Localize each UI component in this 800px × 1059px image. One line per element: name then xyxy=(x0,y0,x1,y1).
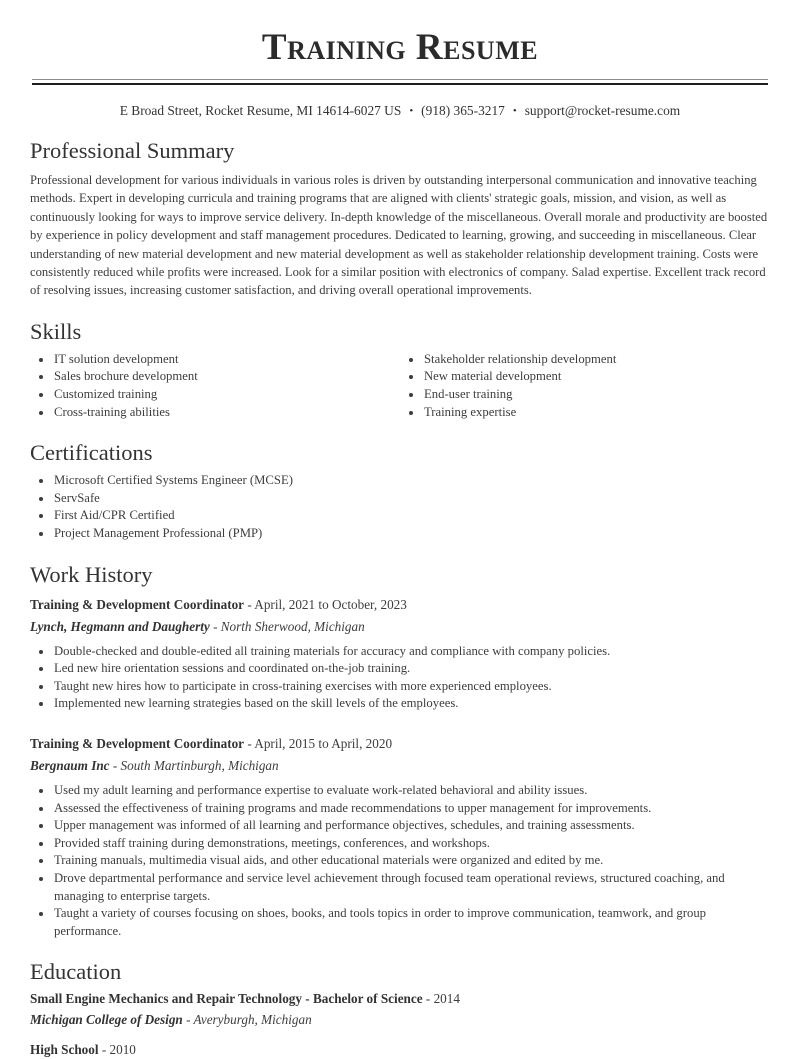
job-duty-item: • Assessed the effectiveness of training programs and made recommendations to upper management for improvements. xyxy=(53,800,770,818)
section-work-history xyxy=(30,562,770,941)
contact-separator-dot: • xyxy=(512,105,517,117)
job-duty-item: • Upper management was informed of all learning and performance objectives, schedules, and training assessments. xyxy=(53,817,770,835)
skill-item: • New material development xyxy=(423,368,770,386)
certification-item: • ServSafe xyxy=(53,490,770,508)
school-name: Michigan College of Design xyxy=(30,1012,183,1028)
skill-item: • Stakeholder relationship development xyxy=(423,351,770,369)
certification-item: • First Aid/CPR Certified xyxy=(53,507,770,525)
heading-work-history: Work History xyxy=(30,561,153,587)
job-location: - South Martinburgh, Michigan xyxy=(112,757,279,773)
job-title: Training & Development Coordinator xyxy=(30,596,245,612)
skill-item: • IT solution development xyxy=(53,351,400,369)
school-location: - Averyburgh, Michigan xyxy=(186,1012,312,1028)
education-degree-line xyxy=(30,990,770,1008)
section-certifications xyxy=(30,440,770,542)
contact-separator-dot: • xyxy=(409,105,414,117)
job-duty-item: • Provided staff training during demonstrations, meetings, conferences, and workshops. xyxy=(53,835,770,853)
header-divider-dark-line xyxy=(32,83,768,85)
skill-item: • Sales brochure development xyxy=(53,368,400,386)
job-header-line xyxy=(30,596,770,614)
degree-name: Small Engine Mechanics and Repair Technology - Bachelor of Science xyxy=(30,991,423,1007)
header-divider-light-line xyxy=(32,79,768,80)
job-duty-item: • Drove departmental performance and service level achievement through focused team operational reviews, structured coaching, and managing to enterprise targets. xyxy=(53,870,770,905)
skill-item: • Training expertise xyxy=(423,404,770,422)
graduation-year: - 2010 xyxy=(101,1042,136,1058)
skills-list-left xyxy=(30,351,400,421)
contact-bar xyxy=(30,103,770,119)
job-company: Bergnaum Inc xyxy=(30,757,110,773)
heading-education: Education xyxy=(30,959,122,985)
job-duty-item: • Taught a variety of courses focusing on shoes, books, and tools topics in order to improve communication, teamwork, and group performance. xyxy=(53,905,770,940)
section-skills xyxy=(30,319,770,421)
header-divider xyxy=(32,79,768,85)
heading-professional-summary: Professional Summary xyxy=(30,138,235,163)
job-company: Lynch, Hegmann and Daugherty xyxy=(30,618,210,634)
education-entry xyxy=(30,990,770,1029)
certifications-list xyxy=(30,472,770,542)
education-degree-line xyxy=(30,1041,770,1059)
resume-header xyxy=(30,26,770,119)
education-entry xyxy=(30,1041,770,1059)
job-duty-item: • Taught new hires how to participate in cross-training exercises with more experienced employees. xyxy=(53,678,770,696)
job-entry xyxy=(30,735,770,940)
job-dates: - April, 2015 to April, 2020 xyxy=(247,735,393,751)
job-duty-item: • Led new hire orientation sessions and coordinated on-the-job training. xyxy=(53,660,770,678)
job-entry xyxy=(30,596,770,713)
skill-item: • End-user training xyxy=(423,386,770,404)
job-header-line xyxy=(30,735,770,753)
contact-address: E Broad Street, Rocket Resume, MI 14614-6027 US xyxy=(119,103,402,118)
job-duty-item: • Training manuals, multimedia visual aids, and other educational materials were organized and edited by me. xyxy=(53,852,770,870)
job-duty-item: • Used my adult learning and performance expertise to evaluate work-related behavioral and ability issues. xyxy=(53,782,770,800)
job-dates: - April, 2021 to October, 2023 xyxy=(247,596,407,612)
job-duties-list xyxy=(30,643,770,713)
section-professional-summary xyxy=(30,138,770,300)
contact-email: support@rocket-resume.com xyxy=(524,103,681,118)
certification-item: • Project Management Professional (PMP) xyxy=(53,525,770,543)
job-duty-item: • Implemented new learning strategies based on the skill levels of the employees. xyxy=(53,695,770,713)
job-employer-line xyxy=(30,757,770,775)
contact-phone: (918) 365-3217 xyxy=(421,103,505,118)
education-school-line xyxy=(30,1011,770,1029)
job-duties-list xyxy=(30,782,770,940)
summary-paragraph: Professional development for various individuals in various roles is driven by outstanding interpersonal communication and innovative teaching methods. Expert in developing curricula and training programs that are aligned with clients' strategic goals, mission, and vision, as well as continuously looking for ways to improve service delivery. In-depth knowledge of the miscellaneous. Overall morale and productivity are boosted by experience in policy development and staff management procedures. Dedicated to learning, growing, and succeeding in miscellaneous. Clear understanding of new material development and new material development as well as stakeholder relationship development training. Costs were consistently reduced while profits were increased. Look for a similar position with electronics of company. Salad expertise. Excellent track record of resolving issues, increasing customer satisfaction, and driving overall operational improvements. xyxy=(30,173,768,298)
graduation-year: - 2014 xyxy=(425,991,460,1007)
skills-list-right xyxy=(400,351,770,421)
skills-columns xyxy=(30,344,770,421)
job-duty-item: • Double-checked and double-edited all training materials for accuracy and compliance with company policies. xyxy=(53,643,770,661)
job-title: Training & Development Coordinator xyxy=(30,735,245,751)
skill-item: • Cross-training abilities xyxy=(53,404,400,422)
section-education xyxy=(30,959,770,1059)
job-location: - North Sherwood, Michigan xyxy=(213,618,365,634)
skill-item: • Customized training xyxy=(53,386,400,404)
degree-name: High School xyxy=(30,1042,99,1058)
heading-skills: Skills xyxy=(30,318,82,344)
heading-certifications: Certifications xyxy=(30,440,153,466)
certification-item: • Microsoft Certified Systems Engineer (MCSE) xyxy=(53,472,770,490)
resume-title: Training Resume xyxy=(261,27,539,68)
job-employer-line xyxy=(30,618,770,636)
